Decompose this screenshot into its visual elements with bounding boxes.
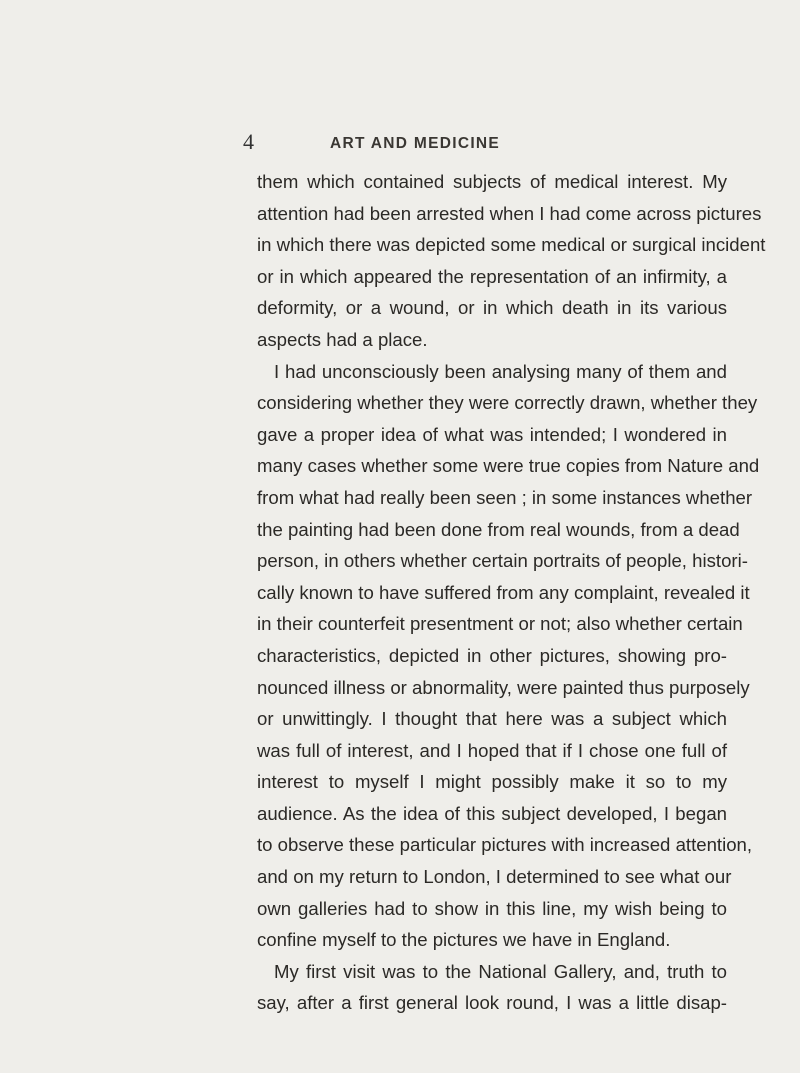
text-line: and on my return to London, I determined to see what our bbox=[257, 866, 732, 888]
text-line: the painting had been done from real wounds, from a dead bbox=[257, 518, 740, 540]
text-line: say, after a first general look round, I was a little disap- bbox=[257, 992, 727, 1014]
text-line: in which there was depicted some medical or surgical incident bbox=[257, 234, 766, 256]
text-line: from what had really been seen ; in some instances whether bbox=[257, 486, 753, 508]
text-line: characteristics, depicted in other pictures, showing pro- bbox=[257, 644, 727, 666]
body-text bbox=[257, 166, 766, 1019]
text-line: aspects had a place. bbox=[257, 328, 428, 350]
text-line: or unwittingly. I thought that here was a subject which bbox=[257, 708, 727, 730]
text-line: gave a proper idea of what was intended; I wondered in bbox=[257, 423, 727, 445]
text-line: or in which appeared the representation of an infirmity, a bbox=[257, 265, 727, 287]
text-line: own galleries had to show in this line, my wish being to bbox=[257, 897, 727, 919]
text-line: cally known to have suffered from any complaint, revealed it bbox=[257, 581, 750, 603]
text-line: was full of interest, and I hoped that if I chose one full of bbox=[257, 739, 727, 761]
text-line: My first visit was to the National Gallery, and, truth to bbox=[274, 960, 727, 982]
text-line: considering whether they were correctly drawn, whether they bbox=[257, 392, 758, 414]
text-line: attention had been arrested when I had come across pictures bbox=[257, 202, 762, 224]
text-line: deformity, or a wound, or in which death in its various bbox=[257, 297, 727, 319]
running-head: ART AND MEDICINE bbox=[330, 135, 501, 152]
text-line: person, in others whether certain portraits of people, histori- bbox=[257, 550, 748, 572]
text-line: many cases whether some were true copies from Nature and bbox=[257, 455, 760, 477]
text-line: audience. As the idea of this subject developed, I began bbox=[257, 802, 727, 824]
text-line: I had unconsciously been analysing many of them and bbox=[274, 360, 727, 382]
page-number: 4 bbox=[243, 129, 254, 154]
text-line: interest to myself I might possibly make it so to my bbox=[257, 771, 727, 793]
text-line: to observe these particular pictures with increased attention, bbox=[257, 834, 753, 856]
text-line: them which contained subjects of medical interest. My bbox=[257, 171, 727, 192]
text-line: nounced illness or abnormality, were painted thus purposely bbox=[257, 676, 750, 698]
text-line: confine myself to the pictures we have in England. bbox=[257, 929, 671, 951]
text-line: in their counterfeit presentment or not; also whether certain bbox=[257, 613, 743, 635]
